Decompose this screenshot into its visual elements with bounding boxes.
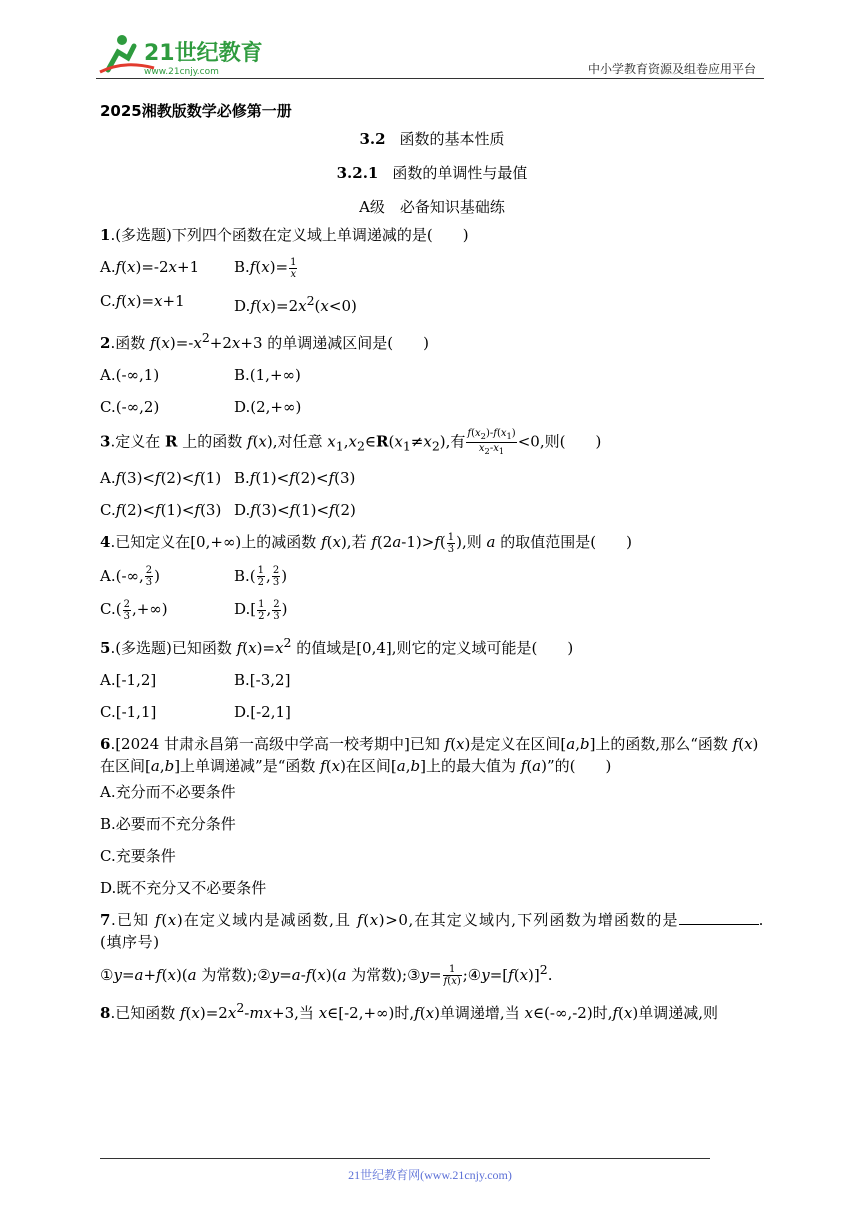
logo-url: www.21cnjy.com xyxy=(144,67,219,77)
question-6-option-b: B.必要而不充分条件 xyxy=(100,814,236,833)
level-heading: A级 必备知识基础练 xyxy=(359,198,505,216)
question-5-options-row-2: C.[-1,1] D.[-2,1] xyxy=(100,702,291,721)
book-title: 2025湘教版数学必修第一册 xyxy=(100,102,292,120)
question-1-options-row-1: A.f(x)=-2x+1 B.f(x)= $\frac{1}{x}$ xyxy=(100,256,297,280)
subsection-title: 函数的单调性与最值 xyxy=(392,164,528,182)
logo-text: 21世纪教育 xyxy=(144,41,263,66)
question-6-option-a: A.充分而不必要条件 xyxy=(100,782,236,801)
header-divider xyxy=(96,78,764,79)
site-logo xyxy=(94,30,264,80)
footer-text: 21世纪教育网(www.21cnjy.com) xyxy=(348,1168,512,1182)
site-tagline: 中小学教育资源及组卷应用平台 xyxy=(587,62,756,76)
question-6-option-d: D.既不充分又不必要条件 xyxy=(100,878,267,897)
question-7: 7.已知 f(x)在定义域内是减函数,且 f(x)>0,在其定义域内,下列函数为增函数的是 .(填序号) xyxy=(100,910,764,951)
question-6-option-c: C.充要条件 xyxy=(100,846,176,865)
question-5: 5.(多选题)已知函数 $f(x)=x^2$ 的值域是[0,4],则它的定义域可能是( ) xyxy=(100,634,574,657)
section-heading xyxy=(100,128,764,150)
section-number: 3.2 xyxy=(359,130,386,148)
section-title: 函数的基本性质 xyxy=(399,130,505,148)
question-5-options-row-1: A.[-1,2] B.[-3,2] xyxy=(100,670,291,689)
subsection-number: 3.2.1 xyxy=(336,164,379,182)
question-3-options-row-1: A.f(3)<f(2)<f(1) B.f(1)<f(2)<f(3) xyxy=(100,469,356,487)
document-body xyxy=(100,100,764,1034)
question-1: 1.(多选题)下列四个函数在定义域上单调递减的是( ) xyxy=(100,226,469,244)
question-4-options-row-2: C.( $\frac{2}{3}$ ,+∞) D.[ $\frac{1}{2}$ , $\frac{2}{3}$ ) xyxy=(100,598,288,622)
subsection-heading xyxy=(100,162,764,184)
question-4: 4.已知定义在[0,+∞)上的减函数 f(x),若 f(2a-1)>f( $\frac{1}{3}$ ),则 a 的取值范围是( ) xyxy=(100,531,632,555)
question-2: 2.函数 $f(x)=-x^2+2x+3$ 的单调递减区间是( ) xyxy=(100,329,429,352)
question-4-options-row-1: A.(-∞, $\frac{2}{3}$ ) B.( $\frac{1}{2}$ , $\frac{2}{3}$ ) xyxy=(100,565,288,588)
footer-divider xyxy=(100,1158,710,1159)
question-1-options-row-2: C.f(x)=x+1 $D.f(x)=2x^2(x<0)$ xyxy=(100,291,357,315)
question-8: 8.已知函数 $f(x)=2x^2-mx+3$,当 x∈[-2,+∞)时,f(x)单调递增,当 x∈(-∞,-2)时,f(x)单调递减,则 xyxy=(100,1000,718,1022)
question-3-options-row-2: C.f(2)<f(1)<f(3) D.f(3)<f(1)<f(2) xyxy=(100,501,356,519)
question-3: 3.定义在 R 上的函数 f(x),对任意 $x_1,x_2\in R(x_1\ne x_2)$,有 $\frac{f(x_2)-f(x_1)}{x_2-x_1}$ <0,则( ) xyxy=(100,427,602,456)
question-2-options-row-2: C.(-∞,2) D.(2,+∞) xyxy=(100,397,302,416)
question-6: 6.[2024 甘肃永昌第一高级中学高一校考期中]已知 f(x)是定义在区间[a,b]上的函数,那么“函数 f(x)在区间[a,b]上单调递减”是“函数 f(x)在区间[a,b]上的最大值为 f(a)”的( ) xyxy=(100,734,759,775)
question-7-items: ①y=a+f(x)(a 为常数);②y=a-f(x)(a 为常数);③y= $\frac{1}{f(x)}$ $;④y=[f(x)]^2$. xyxy=(100,961,553,987)
question-2-options-row-1: A.(-∞,1) B.(1,+∞) xyxy=(100,365,301,384)
